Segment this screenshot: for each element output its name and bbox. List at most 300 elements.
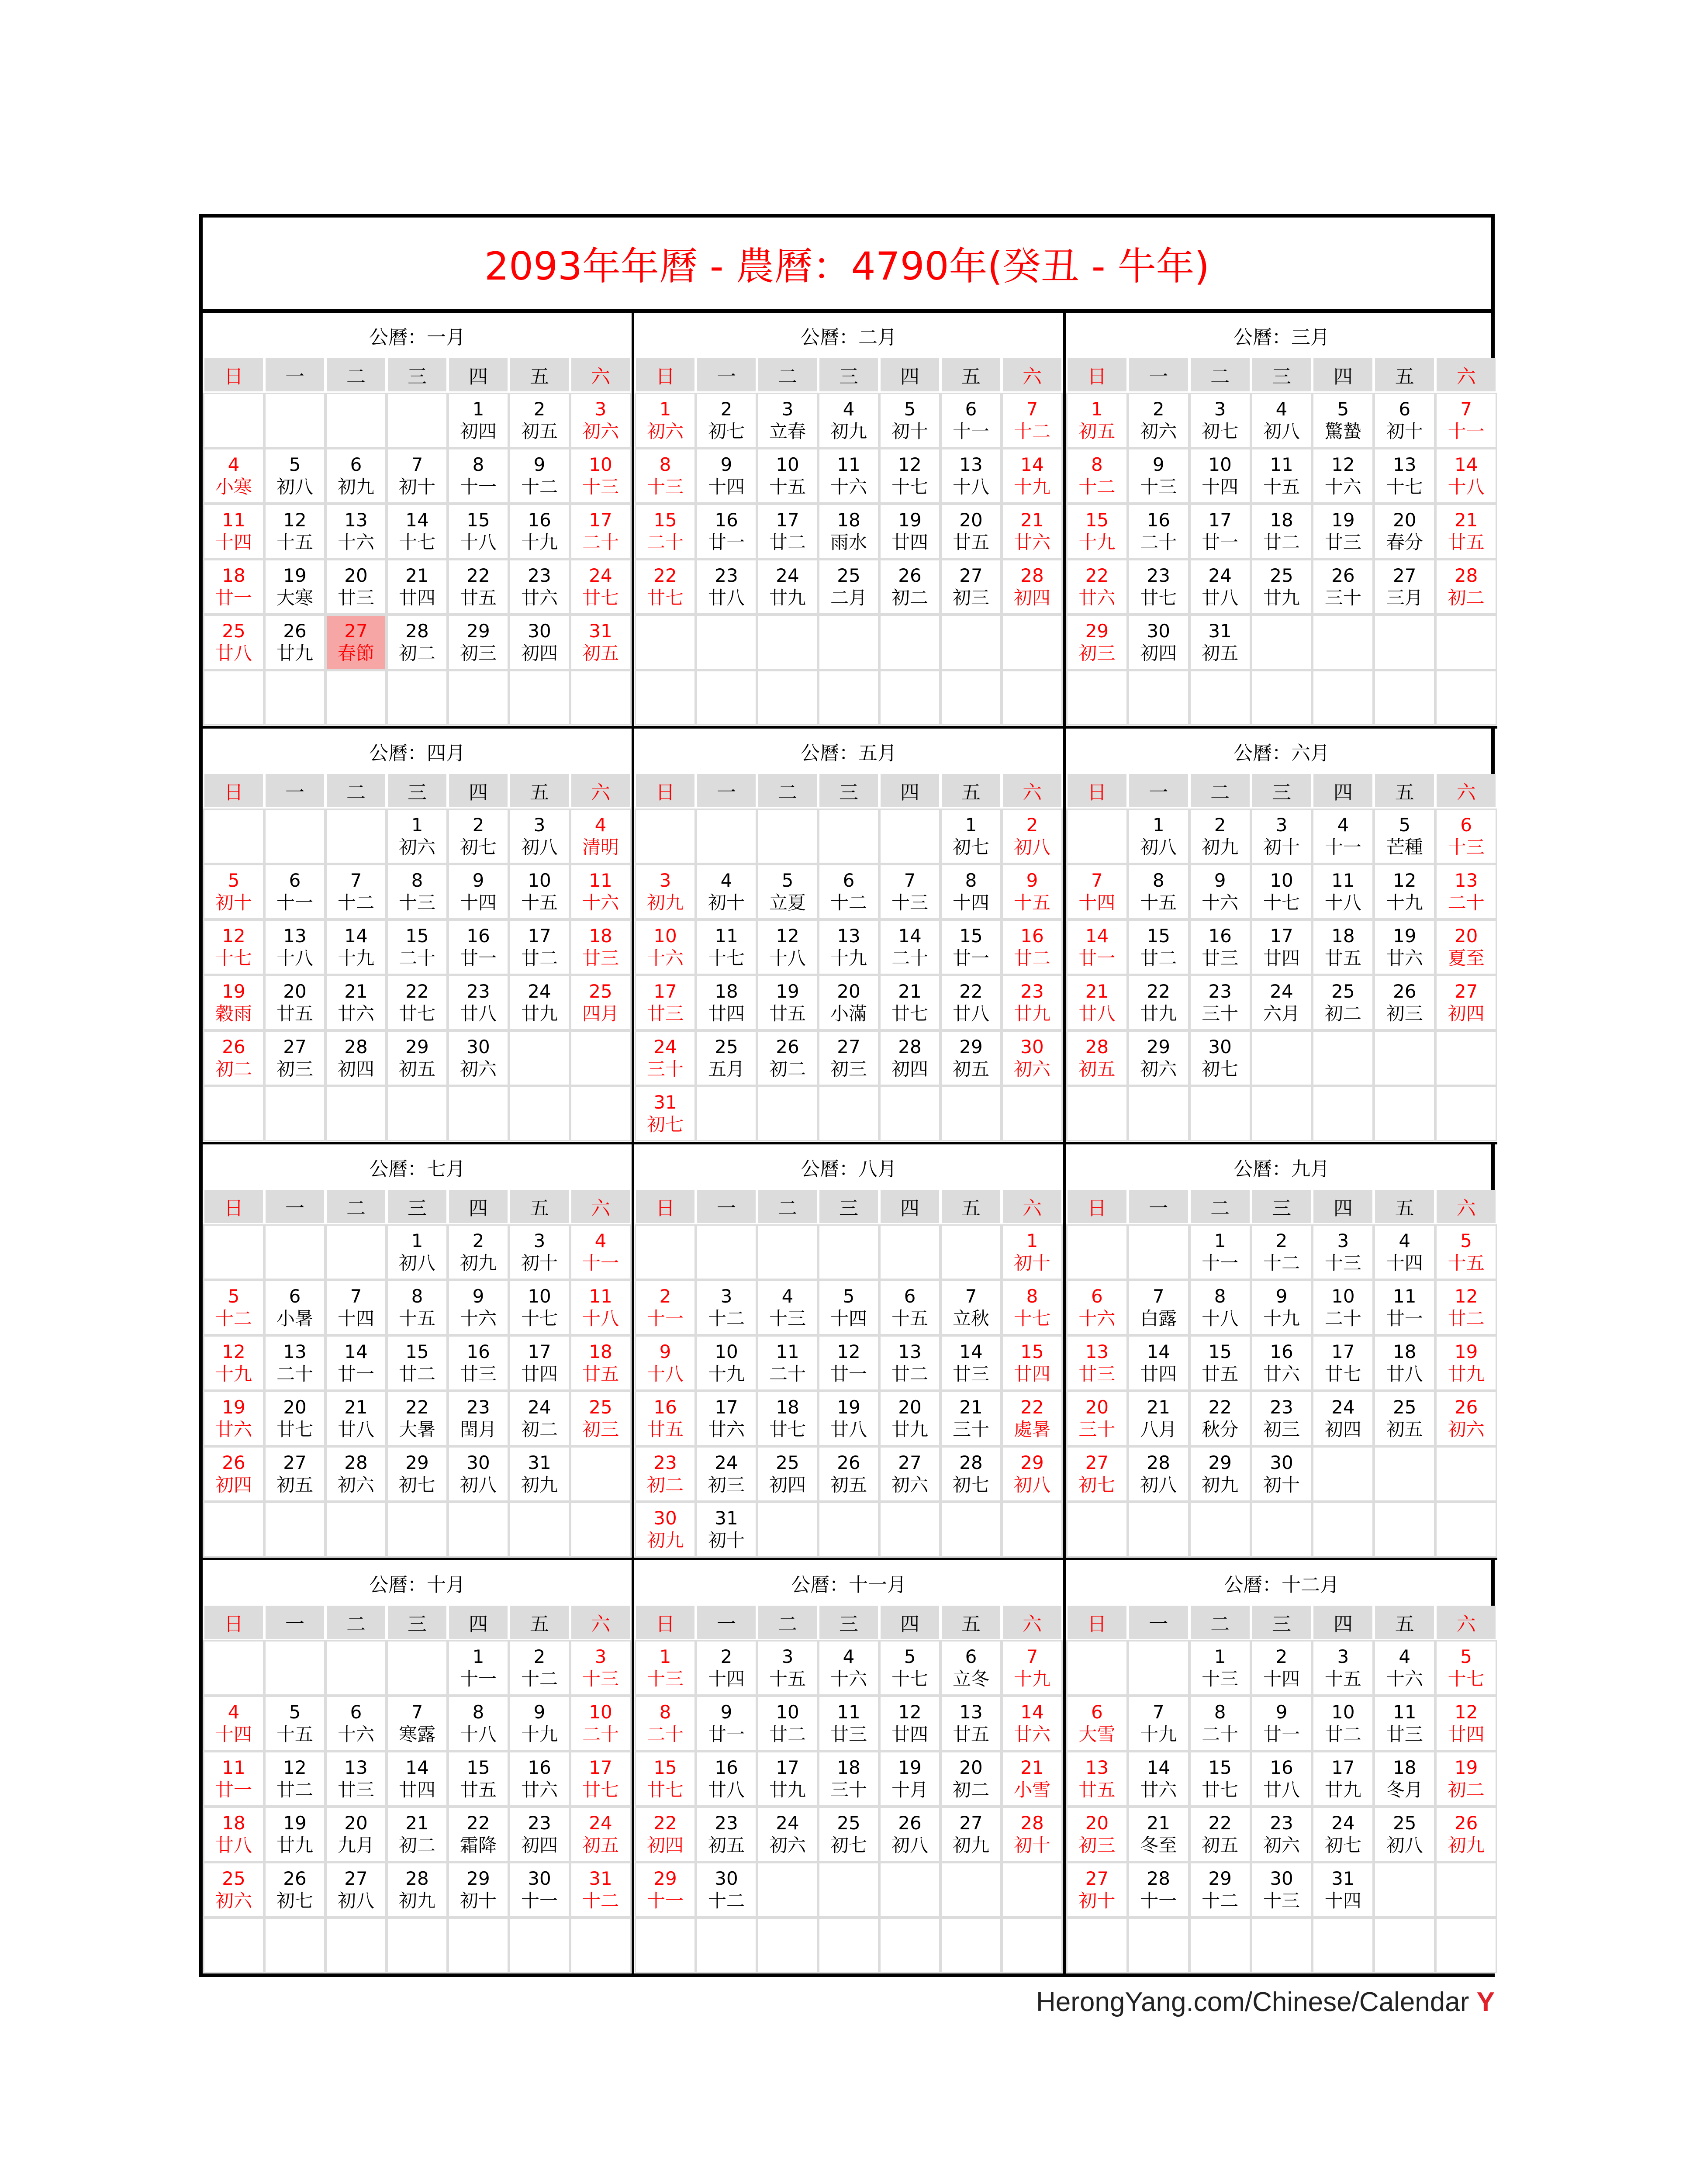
- day-cell[interactable]: [1003, 976, 1061, 1029]
- day-cell[interactable]: [1129, 976, 1188, 1029]
- day-cell[interactable]: [697, 1697, 756, 1750]
- day-cell[interactable]: [388, 1281, 446, 1334]
- day-cell[interactable]: [571, 1337, 630, 1389]
- day-cell[interactable]: [697, 1752, 756, 1805]
- day-cell[interactable]: [697, 865, 756, 918]
- day-cell[interactable]: [1313, 1697, 1372, 1750]
- day-cell[interactable]: [697, 1503, 756, 1556]
- day-cell[interactable]: [758, 1281, 817, 1334]
- day-cell[interactable]: [571, 505, 630, 558]
- day-cell[interactable]: [636, 1503, 694, 1556]
- day-cell[interactable]: [266, 921, 324, 974]
- day-cell[interactable]: [1003, 921, 1061, 974]
- day-cell[interactable]: [1191, 560, 1250, 613]
- day-cell[interactable]: [1003, 1697, 1061, 1750]
- day-cell[interactable]: [449, 505, 508, 558]
- day-cell[interactable]: [1068, 976, 1126, 1029]
- day-cell[interactable]: [1437, 1337, 1496, 1389]
- day-cell[interactable]: [1129, 394, 1188, 447]
- day-cell[interactable]: [758, 921, 817, 974]
- day-cell[interactable]: [1003, 505, 1061, 558]
- day-cell[interactable]: [1313, 1808, 1372, 1861]
- day-cell[interactable]: [881, 976, 939, 1029]
- day-cell[interactable]: [1437, 865, 1496, 918]
- day-cell[interactable]: [1313, 1337, 1372, 1389]
- day-cell[interactable]: [571, 1641, 630, 1694]
- day-cell[interactable]: [697, 1337, 756, 1389]
- day-cell[interactable]: [1068, 1808, 1126, 1861]
- day-cell[interactable]: [1191, 1281, 1250, 1334]
- day-cell[interactable]: [449, 976, 508, 1029]
- day-cell[interactable]: [942, 1032, 1000, 1085]
- day-cell[interactable]: [758, 1808, 817, 1861]
- day-cell[interactable]: [327, 560, 385, 613]
- day-cell[interactable]: [881, 921, 939, 974]
- day-cell[interactable]: [510, 1808, 569, 1861]
- day-cell[interactable]: [571, 865, 630, 918]
- day-cell[interactable]: [1003, 1032, 1061, 1085]
- day-cell[interactable]: [449, 560, 508, 613]
- day-cell[interactable]: [1129, 1808, 1188, 1861]
- day-cell[interactable]: [1437, 976, 1496, 1029]
- day-cell[interactable]: [449, 1863, 508, 1916]
- day-cell[interactable]: [327, 505, 385, 558]
- day-cell[interactable]: [1252, 810, 1311, 863]
- day-cell[interactable]: [758, 865, 817, 918]
- day-cell[interactable]: [636, 1032, 694, 1085]
- day-cell[interactable]: [266, 1808, 324, 1861]
- day-cell[interactable]: [388, 865, 446, 918]
- day-cell[interactable]: [1191, 1337, 1250, 1389]
- day-cell[interactable]: [942, 560, 1000, 613]
- day-cell[interactable]: [327, 1032, 385, 1085]
- day-cell[interactable]: [388, 616, 446, 669]
- day-cell[interactable]: [449, 1808, 508, 1861]
- day-cell[interactable]: [1191, 449, 1250, 502]
- day-cell[interactable]: [636, 865, 694, 918]
- day-cell[interactable]: [881, 1641, 939, 1694]
- day-cell[interactable]: [697, 1281, 756, 1334]
- day-cell[interactable]: [510, 560, 569, 613]
- day-cell[interactable]: [1313, 1226, 1372, 1279]
- day-cell[interactable]: [942, 976, 1000, 1029]
- day-cell[interactable]: [1068, 1281, 1126, 1334]
- day-cell[interactable]: [881, 1032, 939, 1085]
- day-cell[interactable]: [819, 1641, 878, 1694]
- day-cell[interactable]: [1129, 505, 1188, 558]
- day-cell[interactable]: [1129, 1752, 1188, 1805]
- day-cell[interactable]: [1191, 1641, 1250, 1694]
- day-cell[interactable]: [1003, 1392, 1061, 1445]
- day-cell[interactable]: [388, 449, 446, 502]
- day-cell[interactable]: [1252, 1697, 1311, 1750]
- day-cell[interactable]: [758, 1697, 817, 1750]
- day-cell[interactable]: [1003, 1226, 1061, 1279]
- day-cell[interactable]: [1437, 1226, 1496, 1279]
- day-cell[interactable]: [327, 1392, 385, 1445]
- day-cell[interactable]: [1068, 1032, 1126, 1085]
- day-cell[interactable]: [697, 1392, 756, 1445]
- day-cell[interactable]: [1437, 505, 1496, 558]
- day-cell[interactable]: [1129, 810, 1188, 863]
- day-cell[interactable]: [1129, 865, 1188, 918]
- day-cell[interactable]: [571, 616, 630, 669]
- day-cell[interactable]: [881, 1697, 939, 1750]
- day-cell[interactable]: [327, 1863, 385, 1916]
- day-cell[interactable]: [942, 1337, 1000, 1389]
- day-cell[interactable]: [1068, 1392, 1126, 1445]
- day-cell[interactable]: [819, 1808, 878, 1861]
- day-cell[interactable]: [1375, 1392, 1434, 1445]
- day-cell[interactable]: [1437, 1392, 1496, 1445]
- day-cell[interactable]: [1252, 449, 1311, 502]
- day-cell[interactable]: [571, 1226, 630, 1279]
- day-cell[interactable]: [1252, 505, 1311, 558]
- day-cell[interactable]: [1003, 1808, 1061, 1861]
- day-cell[interactable]: [697, 394, 756, 447]
- day-cell[interactable]: [1068, 560, 1126, 613]
- day-cell[interactable]: [697, 921, 756, 974]
- footer-url[interactable]: [1036, 1987, 1495, 2018]
- day-cell[interactable]: [1129, 1863, 1188, 1916]
- day-cell[interactable]: [942, 1392, 1000, 1445]
- day-cell[interactable]: [881, 449, 939, 502]
- day-cell[interactable]: [571, 1697, 630, 1750]
- day-cell[interactable]: [388, 560, 446, 613]
- day-cell[interactable]: [327, 449, 385, 502]
- day-cell[interactable]: [510, 1448, 569, 1500]
- day-cell[interactable]: [204, 921, 263, 974]
- day-cell[interactable]: [449, 921, 508, 974]
- day-cell[interactable]: [388, 1392, 446, 1445]
- day-cell[interactable]: [758, 1392, 817, 1445]
- day-cell[interactable]: [449, 865, 508, 918]
- day-cell[interactable]: [636, 1448, 694, 1500]
- day-cell[interactable]: [819, 505, 878, 558]
- day-cell[interactable]: [819, 1281, 878, 1334]
- day-cell[interactable]: [881, 1808, 939, 1861]
- day-cell[interactable]: [510, 1392, 569, 1445]
- day-cell[interactable]: [1191, 1808, 1250, 1861]
- day-cell[interactable]: [571, 1392, 630, 1445]
- day-cell[interactable]: [204, 1281, 263, 1334]
- day-cell[interactable]: [758, 394, 817, 447]
- day-cell[interactable]: [697, 976, 756, 1029]
- day-cell[interactable]: [571, 394, 630, 447]
- day-cell[interactable]: [388, 1863, 446, 1916]
- day-cell[interactable]: [1003, 1281, 1061, 1334]
- day-cell[interactable]: [697, 449, 756, 502]
- day-cell[interactable]: [1313, 1752, 1372, 1805]
- day-cell[interactable]: [697, 1808, 756, 1861]
- day-cell[interactable]: [510, 1752, 569, 1805]
- day-cell[interactable]: [942, 921, 1000, 974]
- day-cell[interactable]: [1252, 1281, 1311, 1334]
- day-cell[interactable]: [1437, 1641, 1496, 1694]
- day-cell[interactable]: [1191, 921, 1250, 974]
- day-cell[interactable]: [1313, 865, 1372, 918]
- day-cell[interactable]: [942, 1448, 1000, 1500]
- day-cell[interactable]: [388, 810, 446, 863]
- day-cell[interactable]: [881, 1392, 939, 1445]
- day-cell[interactable]: [1252, 1641, 1311, 1694]
- day-cell[interactable]: [819, 1337, 878, 1389]
- day-cell[interactable]: [1313, 394, 1372, 447]
- day-cell[interactable]: [327, 616, 385, 669]
- day-cell[interactable]: [327, 976, 385, 1029]
- day-cell[interactable]: [510, 449, 569, 502]
- day-cell[interactable]: [327, 1448, 385, 1500]
- day-cell[interactable]: [1003, 449, 1061, 502]
- day-cell[interactable]: [1252, 865, 1311, 918]
- day-cell[interactable]: [1129, 921, 1188, 974]
- day-cell[interactable]: [636, 1697, 694, 1750]
- day-cell[interactable]: [266, 505, 324, 558]
- day-cell[interactable]: [1068, 505, 1126, 558]
- day-cell[interactable]: [1375, 865, 1434, 918]
- day-cell[interactable]: [1375, 1337, 1434, 1389]
- day-cell[interactable]: [449, 1697, 508, 1750]
- day-cell[interactable]: [1191, 1448, 1250, 1500]
- day-cell[interactable]: [1313, 1863, 1372, 1916]
- day-cell[interactable]: [1437, 449, 1496, 502]
- day-cell[interactable]: [636, 1087, 694, 1140]
- day-cell[interactable]: [819, 921, 878, 974]
- day-cell[interactable]: [1252, 1392, 1311, 1445]
- day-cell[interactable]: [1313, 810, 1372, 863]
- day-cell[interactable]: [1375, 449, 1434, 502]
- day-cell[interactable]: [1003, 810, 1061, 863]
- day-cell[interactable]: [510, 505, 569, 558]
- day-cell[interactable]: [204, 1032, 263, 1085]
- day-cell[interactable]: [758, 505, 817, 558]
- day-cell[interactable]: [1437, 560, 1496, 613]
- day-cell[interactable]: [1003, 1337, 1061, 1389]
- day-cell[interactable]: [819, 1697, 878, 1750]
- day-cell[interactable]: [1437, 394, 1496, 447]
- day-cell[interactable]: [449, 616, 508, 669]
- day-cell[interactable]: [1129, 1281, 1188, 1334]
- day-cell[interactable]: [1191, 616, 1250, 669]
- day-cell[interactable]: [1375, 1808, 1434, 1861]
- day-cell[interactable]: [388, 505, 446, 558]
- day-cell[interactable]: [1068, 921, 1126, 974]
- day-cell[interactable]: [327, 1752, 385, 1805]
- day-cell[interactable]: [327, 1697, 385, 1750]
- day-cell[interactable]: [636, 1863, 694, 1916]
- day-cell[interactable]: [449, 1032, 508, 1085]
- day-cell[interactable]: [1313, 1641, 1372, 1694]
- day-cell[interactable]: [1252, 560, 1311, 613]
- day-cell[interactable]: [266, 1281, 324, 1334]
- day-cell[interactable]: [1191, 394, 1250, 447]
- day-cell[interactable]: [1003, 1448, 1061, 1500]
- day-cell[interactable]: [819, 449, 878, 502]
- day-cell[interactable]: [266, 1392, 324, 1445]
- day-cell[interactable]: [510, 976, 569, 1029]
- day-cell[interactable]: [266, 1337, 324, 1389]
- day-cell[interactable]: [327, 1808, 385, 1861]
- day-cell[interactable]: [758, 449, 817, 502]
- day-cell[interactable]: [266, 560, 324, 613]
- day-cell[interactable]: [1375, 560, 1434, 613]
- day-cell[interactable]: [942, 394, 1000, 447]
- day-cell[interactable]: [388, 1226, 446, 1279]
- day-cell[interactable]: [697, 1641, 756, 1694]
- day-cell[interactable]: [636, 1281, 694, 1334]
- day-cell[interactable]: [1191, 810, 1250, 863]
- day-cell[interactable]: [204, 1392, 263, 1445]
- day-cell[interactable]: [1313, 505, 1372, 558]
- day-cell[interactable]: [510, 1863, 569, 1916]
- day-cell[interactable]: [204, 616, 263, 669]
- day-cell[interactable]: [1252, 976, 1311, 1029]
- day-cell[interactable]: [449, 810, 508, 863]
- day-cell[interactable]: [204, 449, 263, 502]
- day-cell[interactable]: [449, 1752, 508, 1805]
- day-cell[interactable]: [204, 560, 263, 613]
- day-cell[interactable]: [1191, 1697, 1250, 1750]
- day-cell[interactable]: [942, 505, 1000, 558]
- day-cell[interactable]: [758, 976, 817, 1029]
- day-cell[interactable]: [758, 1337, 817, 1389]
- day-cell[interactable]: [510, 1226, 569, 1279]
- day-cell[interactable]: [1068, 1448, 1126, 1500]
- day-cell[interactable]: [1129, 1337, 1188, 1389]
- day-cell[interactable]: [204, 1863, 263, 1916]
- day-cell[interactable]: [636, 976, 694, 1029]
- day-cell[interactable]: [1313, 976, 1372, 1029]
- day-cell[interactable]: [819, 560, 878, 613]
- day-cell[interactable]: [942, 1697, 1000, 1750]
- day-cell[interactable]: [1068, 394, 1126, 447]
- day-cell[interactable]: [819, 976, 878, 1029]
- day-cell[interactable]: [942, 865, 1000, 918]
- day-cell[interactable]: [1252, 1448, 1311, 1500]
- day-cell[interactable]: [1191, 1226, 1250, 1279]
- day-cell[interactable]: [636, 1337, 694, 1389]
- day-cell[interactable]: [1252, 1863, 1311, 1916]
- day-cell[interactable]: [449, 1281, 508, 1334]
- day-cell[interactable]: [636, 394, 694, 447]
- day-cell[interactable]: [1437, 1808, 1496, 1861]
- day-cell[interactable]: [266, 976, 324, 1029]
- day-cell[interactable]: [1068, 1863, 1126, 1916]
- day-cell[interactable]: [758, 1448, 817, 1500]
- day-cell[interactable]: [266, 1032, 324, 1085]
- day-cell[interactable]: [819, 1752, 878, 1805]
- day-cell[interactable]: [266, 1752, 324, 1805]
- day-cell[interactable]: [510, 394, 569, 447]
- day-cell[interactable]: [571, 976, 630, 1029]
- day-cell[interactable]: [510, 810, 569, 863]
- day-cell[interactable]: [266, 449, 324, 502]
- day-cell[interactable]: [1252, 394, 1311, 447]
- day-cell[interactable]: [1437, 1281, 1496, 1334]
- day-cell[interactable]: [1068, 1697, 1126, 1750]
- day-cell[interactable]: [1191, 1863, 1250, 1916]
- day-cell[interactable]: [942, 810, 1000, 863]
- day-cell[interactable]: [881, 394, 939, 447]
- day-cell[interactable]: [881, 560, 939, 613]
- day-cell[interactable]: [1191, 976, 1250, 1029]
- day-cell[interactable]: [204, 1448, 263, 1500]
- day-cell[interactable]: [204, 865, 263, 918]
- day-cell[interactable]: [388, 976, 446, 1029]
- day-cell[interactable]: [204, 976, 263, 1029]
- day-cell[interactable]: [1375, 1281, 1434, 1334]
- day-cell[interactable]: [449, 1448, 508, 1500]
- day-cell[interactable]: [942, 449, 1000, 502]
- day-cell[interactable]: [697, 1448, 756, 1500]
- day-cell[interactable]: [1068, 616, 1126, 669]
- day-cell[interactable]: [1313, 921, 1372, 974]
- day-cell[interactable]: [881, 1448, 939, 1500]
- day-cell[interactable]: [1252, 1752, 1311, 1805]
- day-cell[interactable]: [1375, 810, 1434, 863]
- day-cell[interactable]: [388, 1032, 446, 1085]
- day-cell[interactable]: [510, 1641, 569, 1694]
- day-cell[interactable]: [204, 505, 263, 558]
- day-cell[interactable]: [1129, 449, 1188, 502]
- day-cell[interactable]: [1252, 1808, 1311, 1861]
- day-cell[interactable]: [1313, 1281, 1372, 1334]
- day-cell[interactable]: [636, 560, 694, 613]
- day-cell[interactable]: [510, 1281, 569, 1334]
- day-cell[interactable]: [819, 1032, 878, 1085]
- day-cell[interactable]: [1003, 865, 1061, 918]
- day-cell[interactable]: [1003, 1641, 1061, 1694]
- day-cell[interactable]: [204, 1697, 263, 1750]
- day-cell[interactable]: [1313, 1392, 1372, 1445]
- day-cell[interactable]: [697, 505, 756, 558]
- day-cell[interactable]: [449, 1337, 508, 1389]
- day-cell[interactable]: [881, 1281, 939, 1334]
- day-cell[interactable]: [266, 1697, 324, 1750]
- day-cell[interactable]: [819, 1448, 878, 1500]
- day-cell[interactable]: [942, 1752, 1000, 1805]
- day-cell[interactable]: [1375, 1752, 1434, 1805]
- day-cell[interactable]: [388, 1808, 446, 1861]
- day-cell[interactable]: [266, 616, 324, 669]
- day-cell[interactable]: [1375, 921, 1434, 974]
- day-cell[interactable]: [819, 865, 878, 918]
- day-cell[interactable]: [571, 1808, 630, 1861]
- day-cell[interactable]: [636, 1808, 694, 1861]
- day-cell[interactable]: [571, 560, 630, 613]
- day-cell[interactable]: [1437, 810, 1496, 863]
- day-cell[interactable]: [697, 1032, 756, 1085]
- day-cell[interactable]: [1003, 1752, 1061, 1805]
- day-cell[interactable]: [881, 1337, 939, 1389]
- day-cell[interactable]: [266, 865, 324, 918]
- day-cell[interactable]: [327, 1281, 385, 1334]
- day-cell[interactable]: [388, 1448, 446, 1500]
- day-cell[interactable]: [449, 1226, 508, 1279]
- day-cell[interactable]: [571, 921, 630, 974]
- day-cell[interactable]: [327, 1337, 385, 1389]
- day-cell[interactable]: [1068, 449, 1126, 502]
- day-cell[interactable]: [636, 505, 694, 558]
- day-cell[interactable]: [1003, 394, 1061, 447]
- day-cell[interactable]: [1375, 394, 1434, 447]
- day-cell[interactable]: [636, 921, 694, 974]
- day-cell[interactable]: [1252, 1226, 1311, 1279]
- day-cell[interactable]: [697, 1863, 756, 1916]
- day-cell[interactable]: [571, 810, 630, 863]
- day-cell[interactable]: [571, 1863, 630, 1916]
- day-cell[interactable]: [510, 865, 569, 918]
